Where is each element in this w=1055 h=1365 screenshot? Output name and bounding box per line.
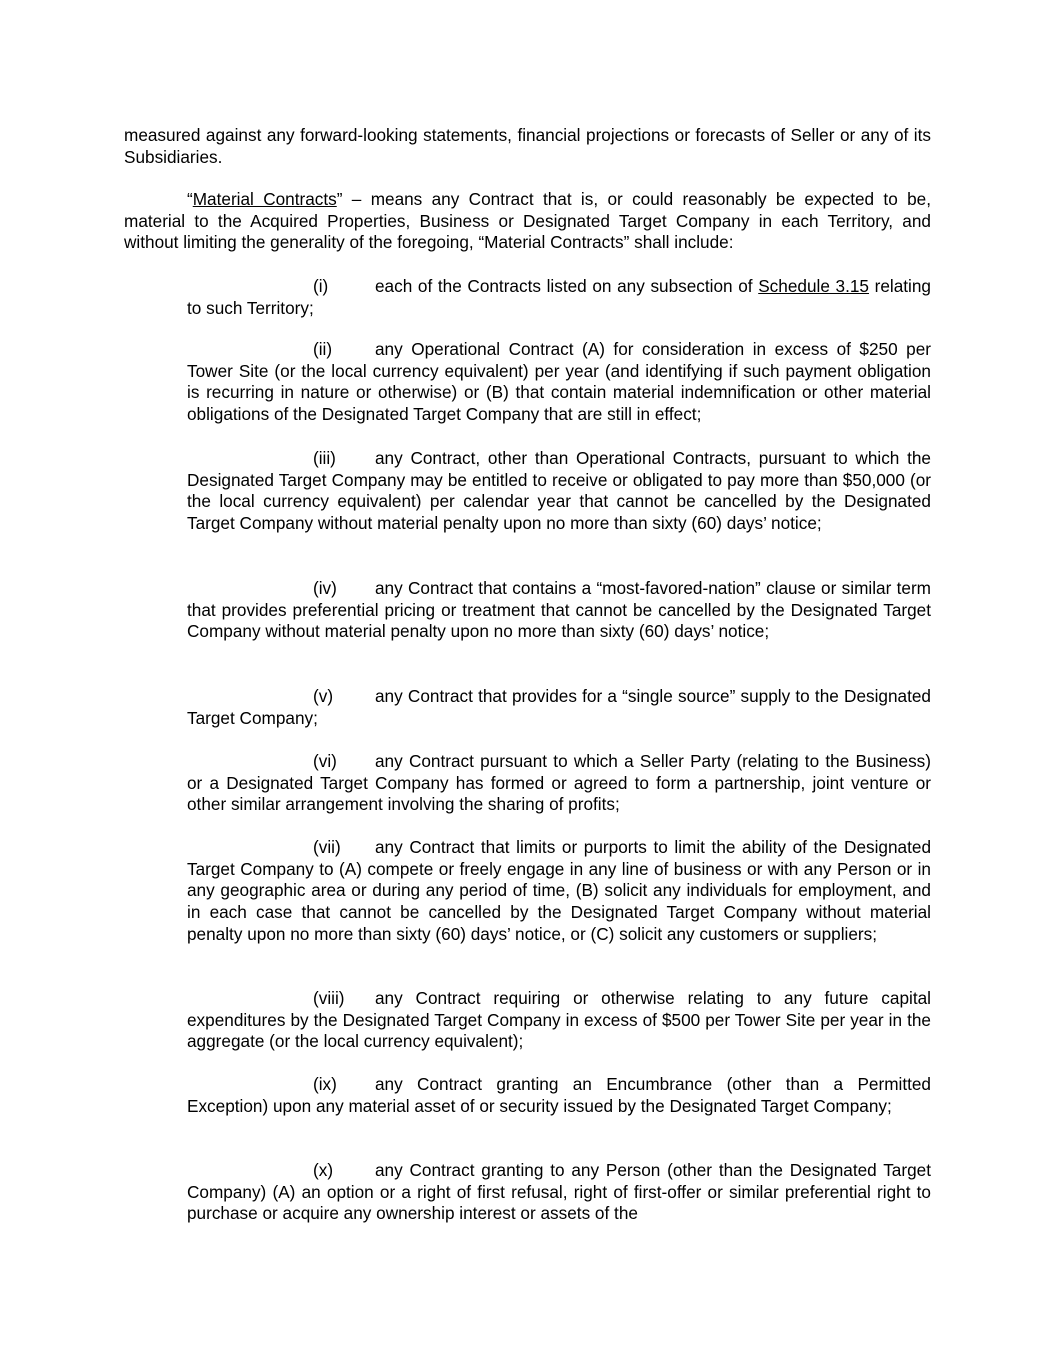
list-item-text: any Operational Contract (A) for consideration in excess of $250 per Tower Site (or the local currency equivalent) per year (and identifying if such payment obligation is recurring in nature or otherwise) or (B) that contain material indemnification or other material obligations of the Designated Target Company that are still in effect;	[187, 339, 931, 425]
list-item	[187, 1160, 931, 1225]
list-item	[187, 1074, 931, 1117]
list-item-text: any Contract that contains a “most-favored-nation” clause or similar term that provides preferential pricing or treatment that cannot be cancelled by the Designated Target Company without material penalty upon no more than sixty (60) days’ notice;	[187, 578, 931, 642]
list-item-text: any Contract that provides for a “single source” supply to the Designated Target Company;	[187, 686, 931, 728]
intro-paragraph	[124, 125, 931, 168]
intro-text: measured against any forward-looking statements, financial projections or forecasts of Seller or any of its Subsidiaries.	[124, 125, 931, 167]
schedule-reference: Schedule 3.15	[758, 276, 869, 296]
list-item-marker: (x)	[313, 1160, 334, 1180]
list-item-marker: (i)	[313, 276, 329, 296]
list-item-marker: (iv)	[313, 578, 337, 598]
list-item	[187, 837, 931, 946]
definition-open-quote: “	[187, 189, 193, 209]
list-item-text: any Contract, other than Operational Contracts, pursuant to which the Designated Target Company may be entitled to receive or obligated to pay more than $50,000 (or the local currency equivalent) per calendar year that cannot be cancelled by the Designated Target Company without material penalty upon no more than sixty (60) days’ notice;	[187, 448, 931, 534]
list-item-text: any Contract requiring or otherwise relating to any future capital expenditures by the Designated Target Company in excess of $500 per Tower Site per year in the aggregate (or the local currency equivalent);	[187, 988, 931, 1052]
list-item-text: any Contract that limits or purports to limit the ability of the Designated Target Company to (A) compete or freely engage in any line of business or with any Person or in any geographic area or during any period of time, (B) solicit any individuals for employment, and in each case that cannot be cancelled by the Designated Target Company without material penalty upon no more than sixty (60) days’ notice, or (C) solicit any customers or suppliers;	[187, 837, 931, 944]
list-item-text: any Contract granting to any Person (other than the Designated Target Company) (A) an option or a right of first refusal, right of first-offer or similar preferential right to purchase or acquire any ownership interest or assets of the	[187, 1160, 931, 1224]
list-item-marker: (vii)	[313, 837, 341, 857]
definition-text: ” – means any Contract that is, or could reasonably be expected to be, material to the Acquired Properties, Business or Designated Target Company in each Territory, and without limiting the generality of the foregoing, “Material Contracts” shall include:	[124, 189, 931, 253]
defined-term: Material Contracts	[192, 189, 337, 209]
list-item	[187, 751, 931, 816]
list-item-text: each of the Contracts listed on any subsection of	[375, 276, 759, 296]
list-item	[187, 448, 931, 535]
list-item-marker: (iii)	[313, 448, 336, 468]
list-item	[187, 686, 931, 729]
definition-paragraph	[124, 189, 931, 254]
list-item-marker: (vi)	[313, 751, 337, 771]
list-item	[187, 276, 931, 319]
list-item-marker: (viii)	[313, 988, 345, 1008]
list-item	[187, 988, 931, 1053]
list-item-text: relating to such Territory;	[187, 276, 931, 318]
list-item-marker: (ix)	[313, 1074, 337, 1094]
list-item-marker: (v)	[313, 686, 334, 706]
list-item	[187, 578, 931, 643]
list-item-text: any Contract pursuant to which a Seller Party (relating to the Business) or a Designated Target Company has formed or agreed to form a partnership, joint venture or other similar arrangement involving the sharing of profits;	[187, 751, 931, 815]
list-item-text: any Contract granting an Encumbrance (other than a Permitted Exception) upon any material asset of or security issued by the Designated Target Company;	[187, 1074, 931, 1116]
list-item-marker: (ii)	[313, 339, 333, 359]
list-item	[187, 339, 931, 426]
